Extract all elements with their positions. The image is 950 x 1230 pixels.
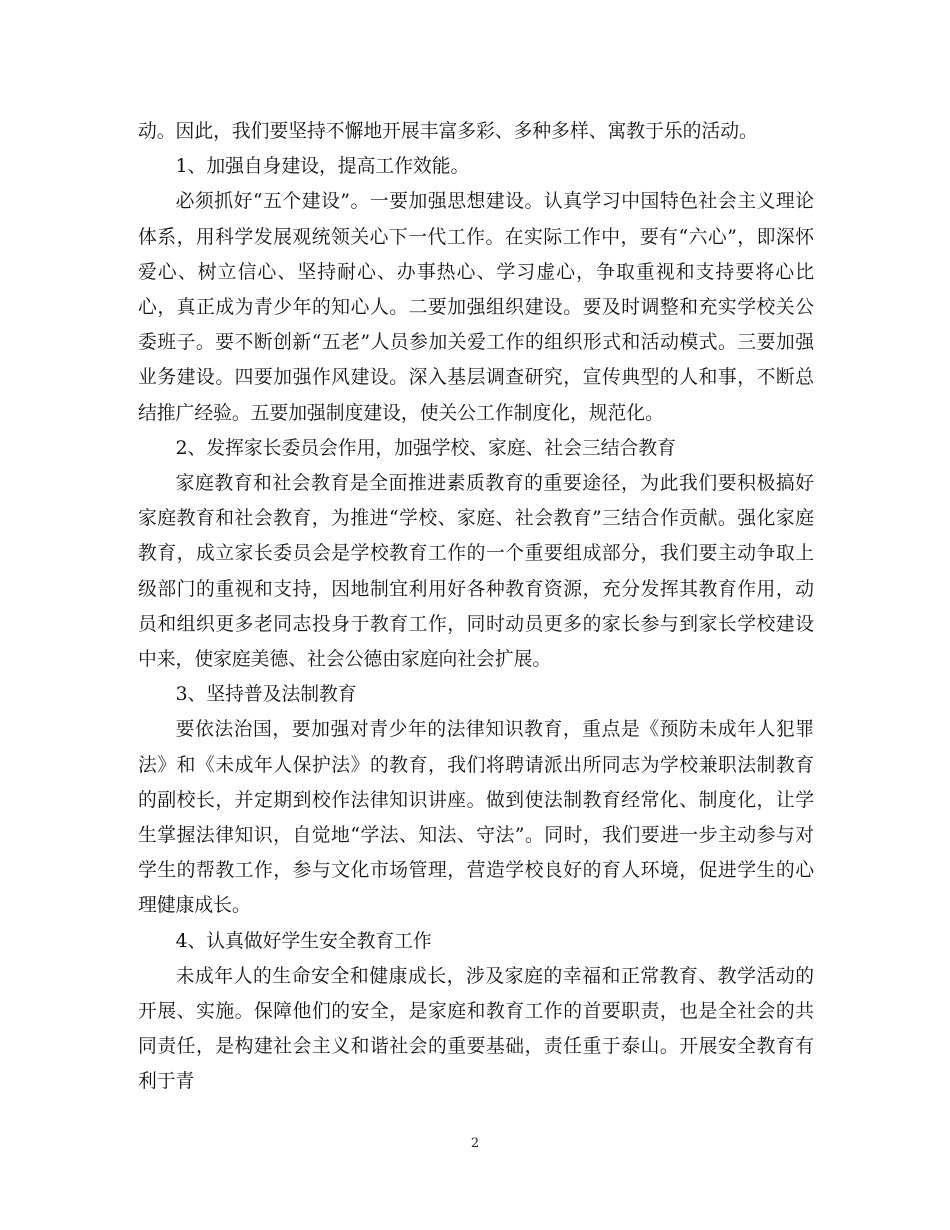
document-body <box>138 114 814 1100</box>
section-heading-1: 1、加强自身建设，提高工作效能。 <box>175 156 470 178</box>
section-heading-2: 2、发挥家长委员会作用，加强学校、家庭、社会三结合教育 <box>175 437 676 459</box>
paragraph-1: 动。因此，我们要坚持不懈地开展丰富多彩、多种多样、寓教于乐的活动。 <box>138 121 758 142</box>
section-heading-4: 4、认真做好学生安全教育工作 <box>175 930 432 952</box>
paragraph-2: 必须抓好“五个建设”。一要加强思想建设。认真学习中国特色社会主义理论体系，用科学发展观统领关心下一代工作。在实际工作中，要有“六心”，即深怀爱心、树立信心、坚持耐心、办事热心、学习虚心，争取重视和支持要将心比心，真正成为青少年的知心人。二要加强组织建设。要及时调整和充实学校关公委班子。要不断创新“五老”人员参加关爱工作的组织形式和活动模式。三要加强业务建设。四要加强作风建设。深入基层调查研究，宣传典型的人和事，不断总结推广经验。五要加强制度建设，使关公工作制度化，规范化。 <box>138 191 814 424</box>
paragraph-5: 未成年人的生命安全和健康成长，涉及家庭的幸福和正常教育、教学活动的开展、实施。保障他们的安全，是家庭和教育工作的首要职责，也是全社会的共同责任，是构建社会主义和谐社会的重要基础，责任重于泰山。开展安全教育有利于青 <box>138 965 814 1093</box>
paragraph-4: 要依法治国，要加强对青少年的法律知识教育，重点是《预防未成年人犯罪法》和《未成年人保护法》的教育，我们将聘请派出所同志为学校兼职法制教育的副校长，并定期到校作法律知识讲座。做到使法制教育经常化、制度化，让学生掌握法律知识，自觉地“学法、知法、守法”。同时，我们要进一步主动参与对学生的帮教工作，参与文化市场管理，营造学校良好的育人环境，促进学生的心理健康成长。 <box>138 719 814 917</box>
paragraph-3: 家庭教育和社会教育是全面推进素质教育的重要途径，为此我们要积极搞好家庭教育和社会教育，为推进“学校、家庭、社会教育”三结合作贡献。强化家庭教育，成立家长委员会是学校教育工作的一个重要组成部分，我们要主动争取上级部门的重视和支持，因地制宜利用好各种教育资源，充分发挥其教育作用，动员和组织更多老同志投身于教育工作，同时动员更多的家长参与到家长学校建设中来，使家庭美德、社会公德由家庭向社会扩展。 <box>138 473 814 671</box>
section-heading-3: 3、坚持普及法制教育 <box>175 684 357 706</box>
page-number: 2 <box>470 1136 480 1151</box>
